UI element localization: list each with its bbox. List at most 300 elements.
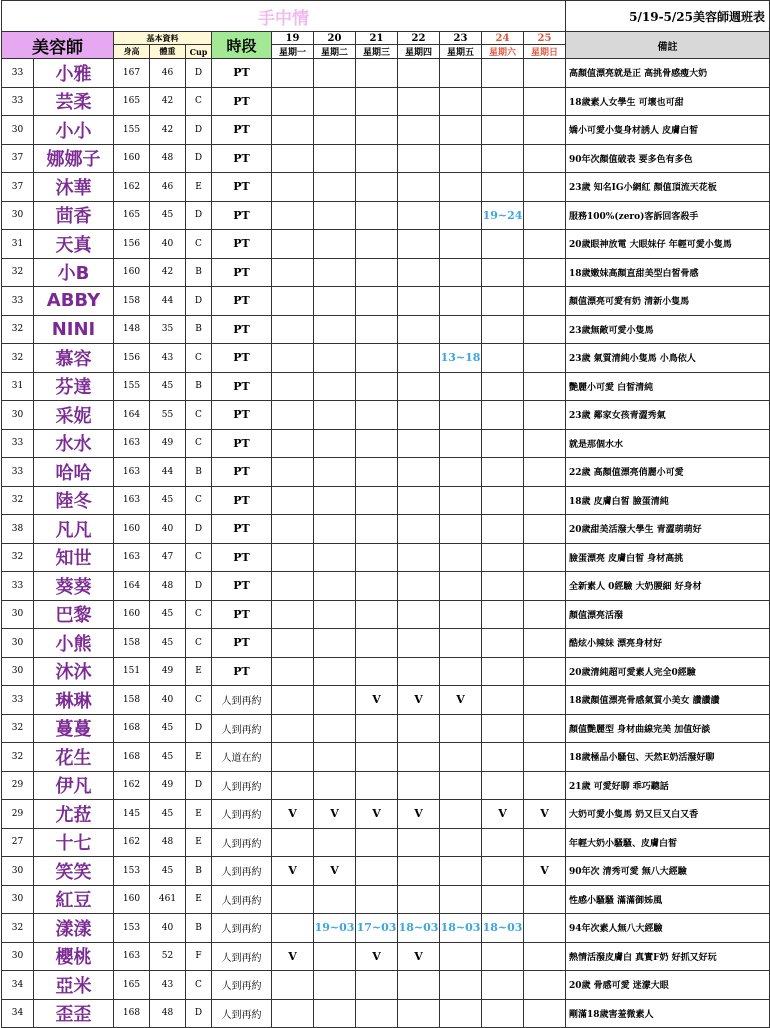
height-cell: 162 — [114, 828, 150, 857]
day-cell — [272, 885, 314, 914]
day-cell — [440, 828, 482, 857]
day-cell — [356, 515, 398, 544]
day-cell — [398, 344, 440, 373]
day-cell — [482, 429, 524, 458]
age-cell: 32 — [2, 914, 34, 943]
slot-cell: 人到再約 — [212, 771, 272, 800]
day-cell — [398, 173, 440, 202]
slot-cell: PT — [212, 116, 272, 145]
day-cell — [482, 572, 524, 601]
cup-cell: D — [186, 999, 212, 1028]
age-cell: 30 — [2, 657, 34, 686]
weight-cell: 45 — [150, 857, 186, 886]
beautician-name: 凡凡 — [34, 515, 114, 544]
height-cell: 158 — [114, 287, 150, 316]
slot-cell: PT — [212, 572, 272, 601]
day-cell — [524, 201, 566, 230]
day-cell — [272, 372, 314, 401]
beautician-header: 美容師 — [2, 32, 114, 59]
beautician-name: 小小 — [34, 116, 114, 145]
day-cell — [314, 173, 356, 202]
day-cell — [440, 771, 482, 800]
day-cell — [356, 458, 398, 487]
age-cell: 31 — [2, 372, 34, 401]
weight-cell: 45 — [150, 600, 186, 629]
age-cell: 29 — [2, 800, 34, 829]
height-cell: 156 — [114, 230, 150, 259]
day-cell — [440, 999, 482, 1028]
day-cell — [314, 401, 356, 430]
height-cell: 163 — [114, 429, 150, 458]
table-row — [2, 59, 770, 88]
table-row — [2, 230, 770, 259]
day-cell — [440, 600, 482, 629]
note-cell: 90年次 清秀可愛 無八大經驗 — [566, 857, 770, 886]
schedule-table — [1, 0, 770, 1028]
week-title: 5/19-5/25美容師週班表 — [566, 1, 770, 32]
day-cell — [272, 59, 314, 88]
slot-cell: PT — [212, 401, 272, 430]
weight-cell: 46 — [150, 173, 186, 202]
note-cell: 服務100%(zero)客訴回客殺手 — [566, 201, 770, 230]
day-cell — [482, 401, 524, 430]
day-cell — [440, 372, 482, 401]
slot-cell: PT — [212, 315, 272, 344]
slot-cell: PT — [212, 144, 272, 173]
note-cell: 23歲 氣質清純小隻馬 小鳥依人 — [566, 344, 770, 373]
note-cell: 艷麗小可愛 白皙清純 — [566, 372, 770, 401]
day-cell — [272, 686, 314, 715]
table-row — [2, 429, 770, 458]
height-cell: 156 — [114, 344, 150, 373]
day-cell: V — [440, 686, 482, 715]
cup-cell: B — [186, 315, 212, 344]
day-cell — [524, 999, 566, 1028]
height-cell: 160 — [114, 258, 150, 287]
table-row — [2, 87, 770, 116]
day-cell — [356, 600, 398, 629]
day-cell — [398, 258, 440, 287]
age-cell: 30 — [2, 942, 34, 971]
height-cell: 165 — [114, 971, 150, 1000]
day-cell — [272, 543, 314, 572]
day-cell: V — [272, 800, 314, 829]
age-cell: 30 — [2, 116, 34, 145]
notes-header: 備註 — [566, 32, 770, 59]
cup-cell: B — [186, 458, 212, 487]
weight-cell: 49 — [150, 429, 186, 458]
slot-cell: 人到再約 — [212, 714, 272, 743]
day-cell — [272, 230, 314, 259]
day-cell — [482, 372, 524, 401]
height-cell: 148 — [114, 315, 150, 344]
day-cell: V — [482, 800, 524, 829]
note-cell: 性感小騷騷 滿滿御姊風 — [566, 885, 770, 914]
beautician-name: 紅豆 — [34, 885, 114, 914]
cup-cell: C — [186, 543, 212, 572]
day-cell — [524, 458, 566, 487]
day-cell — [482, 287, 524, 316]
day-cell — [482, 771, 524, 800]
slot-cell: PT — [212, 59, 272, 88]
weight-cell: 42 — [150, 116, 186, 145]
cup-cell: C — [186, 230, 212, 259]
day-cell — [356, 201, 398, 230]
beautician-name: 花生 — [34, 743, 114, 772]
age-cell: 34 — [2, 971, 34, 1000]
note-cell: 顏值艷麗型 身材曲線完美 加值好談 — [566, 714, 770, 743]
day-cell — [314, 743, 356, 772]
cup-cell: D — [186, 144, 212, 173]
day-header: 星期三 — [356, 45, 398, 59]
day-cell — [356, 372, 398, 401]
day-cell — [272, 743, 314, 772]
height-header: 身高 — [114, 45, 150, 59]
slot-cell: 人到再約 — [212, 942, 272, 971]
day-cell — [524, 686, 566, 715]
note-cell: 20歲眼神放電 大眼妹仔 年輕可愛小隻馬 — [566, 230, 770, 259]
day-cell — [440, 201, 482, 230]
beautician-name: 蔓蔓 — [34, 714, 114, 743]
day-cell — [440, 942, 482, 971]
slot-cell: PT — [212, 543, 272, 572]
day-cell — [398, 87, 440, 116]
age-cell: 30 — [2, 857, 34, 886]
slot-cell: PT — [212, 258, 272, 287]
beautician-name: 小熊 — [34, 629, 114, 658]
day-cell — [314, 971, 356, 1000]
day-cell — [440, 486, 482, 515]
table-row — [2, 515, 770, 544]
day-cell — [398, 999, 440, 1028]
note-cell: 22歲 高顏值漂亮俏麗小可愛 — [566, 458, 770, 487]
beautician-name: 水水 — [34, 429, 114, 458]
day-cell — [482, 600, 524, 629]
day-cell — [314, 515, 356, 544]
cup-cell: C — [186, 344, 212, 373]
age-cell: 30 — [2, 600, 34, 629]
day-cell — [440, 714, 482, 743]
day-cell — [524, 116, 566, 145]
date-header: 19 — [272, 32, 314, 45]
weight-cell: 43 — [150, 971, 186, 1000]
day-cell — [356, 971, 398, 1000]
cup-cell: B — [186, 258, 212, 287]
height-cell: 158 — [114, 629, 150, 658]
weight-cell: 48 — [150, 572, 186, 601]
day-cell: 18~03 — [482, 914, 524, 943]
day-cell — [524, 629, 566, 658]
beautician-name: 琳琳 — [34, 686, 114, 715]
slot-cell: PT — [212, 600, 272, 629]
height-cell: 163 — [114, 458, 150, 487]
day-cell — [482, 828, 524, 857]
beautician-name: 天真 — [34, 230, 114, 259]
day-cell — [314, 59, 356, 88]
day-cell — [356, 87, 398, 116]
day-cell — [398, 201, 440, 230]
weight-cell: 40 — [150, 515, 186, 544]
beautician-name: 哈哈 — [34, 458, 114, 487]
note-cell: 23歲 鄰家女孩青澀秀氣 — [566, 401, 770, 430]
day-cell — [524, 543, 566, 572]
day-cell: V — [314, 800, 356, 829]
beautician-name: 慕容 — [34, 344, 114, 373]
day-cell — [524, 515, 566, 544]
slot-cell: PT — [212, 458, 272, 487]
day-cell — [272, 515, 314, 544]
day-cell — [524, 942, 566, 971]
weight-cell: 35 — [150, 315, 186, 344]
day-cell — [440, 543, 482, 572]
day-cell — [272, 315, 314, 344]
date-header: 20 — [314, 32, 356, 45]
date-header: 24 — [482, 32, 524, 45]
table-row — [2, 914, 770, 943]
day-cell — [272, 144, 314, 173]
day-cell — [314, 372, 356, 401]
day-cell — [272, 486, 314, 515]
day-cell — [440, 657, 482, 686]
table-row — [2, 116, 770, 145]
day-cell — [314, 686, 356, 715]
slot-cell: PT — [212, 372, 272, 401]
day-cell — [482, 486, 524, 515]
slot-cell: 人到再約 — [212, 999, 272, 1028]
day-cell — [482, 714, 524, 743]
day-cell — [314, 116, 356, 145]
note-cell: 高顏值漂亮就是正 高挑骨感瘦大奶 — [566, 59, 770, 88]
table-row — [2, 885, 770, 914]
day-cell: V — [524, 800, 566, 829]
cup-cell: D — [186, 714, 212, 743]
day-cell — [314, 486, 356, 515]
day-cell — [272, 600, 314, 629]
cup-cell: F — [186, 942, 212, 971]
beautician-name: 伊凡 — [34, 771, 114, 800]
cup-cell: D — [186, 572, 212, 601]
day-cell — [440, 458, 482, 487]
beautician-name: 尤菈 — [34, 800, 114, 829]
beautician-name: 芬達 — [34, 372, 114, 401]
day-cell — [356, 657, 398, 686]
day-cell — [398, 714, 440, 743]
note-cell: 94年次素人無八大經驗 — [566, 914, 770, 943]
basic-info-header: 基本資料 — [114, 32, 212, 45]
weight-cell: 45 — [150, 629, 186, 658]
table-row — [2, 173, 770, 202]
height-cell: 153 — [114, 914, 150, 943]
weight-cell: 47 — [150, 543, 186, 572]
day-cell — [314, 543, 356, 572]
day-cell — [524, 600, 566, 629]
day-cell: V — [314, 857, 356, 886]
age-cell: 34 — [2, 999, 34, 1028]
date-header: 21 — [356, 32, 398, 45]
day-cell: V — [524, 857, 566, 886]
day-cell — [440, 800, 482, 829]
day-cell — [482, 458, 524, 487]
note-cell: 23歲無敵可愛小隻馬 — [566, 315, 770, 344]
age-cell: 32 — [2, 486, 34, 515]
day-cell — [524, 429, 566, 458]
age-cell: 32 — [2, 714, 34, 743]
note-cell: 大奶可愛小隻馬 奶又巨又白又香 — [566, 800, 770, 829]
note-cell: 90年次顏值破表 要多色有多色 — [566, 144, 770, 173]
day-cell — [482, 971, 524, 1000]
table-row — [2, 486, 770, 515]
cup-cell: D — [186, 116, 212, 145]
weight-cell: 45 — [150, 372, 186, 401]
day-cell — [524, 572, 566, 601]
day-cell — [482, 743, 524, 772]
day-cell — [314, 600, 356, 629]
table-row — [2, 999, 770, 1028]
day-cell — [524, 230, 566, 259]
day-cell — [524, 315, 566, 344]
cup-cell: E — [186, 173, 212, 202]
table-row — [2, 828, 770, 857]
day-cell — [482, 116, 524, 145]
day-cell — [482, 315, 524, 344]
day-cell — [398, 59, 440, 88]
beautician-name: 歪歪 — [34, 999, 114, 1028]
day-cell — [272, 429, 314, 458]
age-cell: 33 — [2, 59, 34, 88]
day-cell — [398, 458, 440, 487]
slot-cell: 人到再約 — [212, 971, 272, 1000]
day-cell — [314, 87, 356, 116]
cup-cell: C — [186, 686, 212, 715]
height-cell: 164 — [114, 401, 150, 430]
height-cell: 155 — [114, 372, 150, 401]
table-row — [2, 572, 770, 601]
slot-cell: PT — [212, 173, 272, 202]
day-cell — [356, 828, 398, 857]
day-cell — [524, 828, 566, 857]
day-cell — [398, 828, 440, 857]
day-cell — [398, 486, 440, 515]
day-cell: V — [272, 857, 314, 886]
day-cell — [524, 885, 566, 914]
weight-header: 體重 — [150, 45, 186, 59]
age-cell: 33 — [2, 87, 34, 116]
day-cell — [272, 201, 314, 230]
cup-cell: D — [186, 59, 212, 88]
cup-cell: E — [186, 885, 212, 914]
beautician-name: 十七 — [34, 828, 114, 857]
weight-cell: 40 — [150, 686, 186, 715]
age-cell: 38 — [2, 515, 34, 544]
day-cell — [482, 629, 524, 658]
note-cell: 顏值漂亮活潑 — [566, 600, 770, 629]
day-cell — [440, 429, 482, 458]
weight-cell: 42 — [150, 87, 186, 116]
age-cell: 32 — [2, 543, 34, 572]
slot-cell: PT — [212, 629, 272, 658]
beautician-name: 小雅 — [34, 59, 114, 88]
day-cell — [272, 87, 314, 116]
height-cell: 160 — [114, 600, 150, 629]
table-row — [2, 201, 770, 230]
day-cell — [482, 59, 524, 88]
table-row — [2, 287, 770, 316]
table-row — [2, 258, 770, 287]
day-cell — [440, 743, 482, 772]
weight-cell: 45 — [150, 486, 186, 515]
height-cell: 168 — [114, 743, 150, 772]
table-row — [2, 600, 770, 629]
note-cell: 18歲顏值漂亮骨感氣質小美女 讚讚讚 — [566, 686, 770, 715]
day-cell — [524, 714, 566, 743]
cup-cell: C — [186, 87, 212, 116]
day-cell — [524, 287, 566, 316]
day-cell — [356, 287, 398, 316]
day-cell — [356, 629, 398, 658]
cup-header: Cup — [186, 45, 212, 59]
day-cell — [272, 914, 314, 943]
day-cell — [482, 344, 524, 373]
slot-cell: 人到再約 — [212, 885, 272, 914]
day-cell — [524, 372, 566, 401]
cup-cell: C — [186, 401, 212, 430]
day-cell — [524, 401, 566, 430]
note-cell: 熱情活潑皮膚白 真實F奶 好抓又好玩 — [566, 942, 770, 971]
day-cell — [356, 258, 398, 287]
age-cell: 33 — [2, 572, 34, 601]
cup-cell: E — [186, 743, 212, 772]
cup-cell: E — [186, 800, 212, 829]
beautician-name: 漾漾 — [34, 914, 114, 943]
day-cell — [482, 999, 524, 1028]
height-cell: 168 — [114, 999, 150, 1028]
beautician-name: 巴黎 — [34, 600, 114, 629]
age-cell: 30 — [2, 885, 34, 914]
day-cell: V — [398, 942, 440, 971]
age-cell: 37 — [2, 144, 34, 173]
cup-cell: E — [186, 657, 212, 686]
cup-cell: D — [186, 515, 212, 544]
height-cell: 160 — [114, 515, 150, 544]
slot-cell: 人到再約 — [212, 800, 272, 829]
beautician-name: 亞米 — [34, 971, 114, 1000]
day-cell — [272, 771, 314, 800]
day-cell — [440, 173, 482, 202]
day-cell — [398, 600, 440, 629]
day-cell — [482, 87, 524, 116]
day-cell — [314, 999, 356, 1028]
day-header: 星期六 — [482, 45, 524, 59]
day-cell — [440, 315, 482, 344]
day-cell — [356, 999, 398, 1028]
cup-cell: D — [186, 771, 212, 800]
day-cell — [272, 173, 314, 202]
age-cell: 32 — [2, 743, 34, 772]
cup-cell: B — [186, 857, 212, 886]
day-cell — [272, 629, 314, 658]
cup-cell: C — [186, 429, 212, 458]
table-row — [2, 458, 770, 487]
note-cell: 20歲清純超可愛素人完全0經驗 — [566, 657, 770, 686]
day-cell — [356, 315, 398, 344]
slot-cell: 人到再約 — [212, 914, 272, 943]
height-cell: 167 — [114, 59, 150, 88]
table-row — [2, 800, 770, 829]
cup-cell: C — [186, 600, 212, 629]
beautician-name: 櫻桃 — [34, 942, 114, 971]
note-cell: 嬌小可愛小隻身材誘人 皮膚白皙 — [566, 116, 770, 145]
day-cell — [524, 771, 566, 800]
